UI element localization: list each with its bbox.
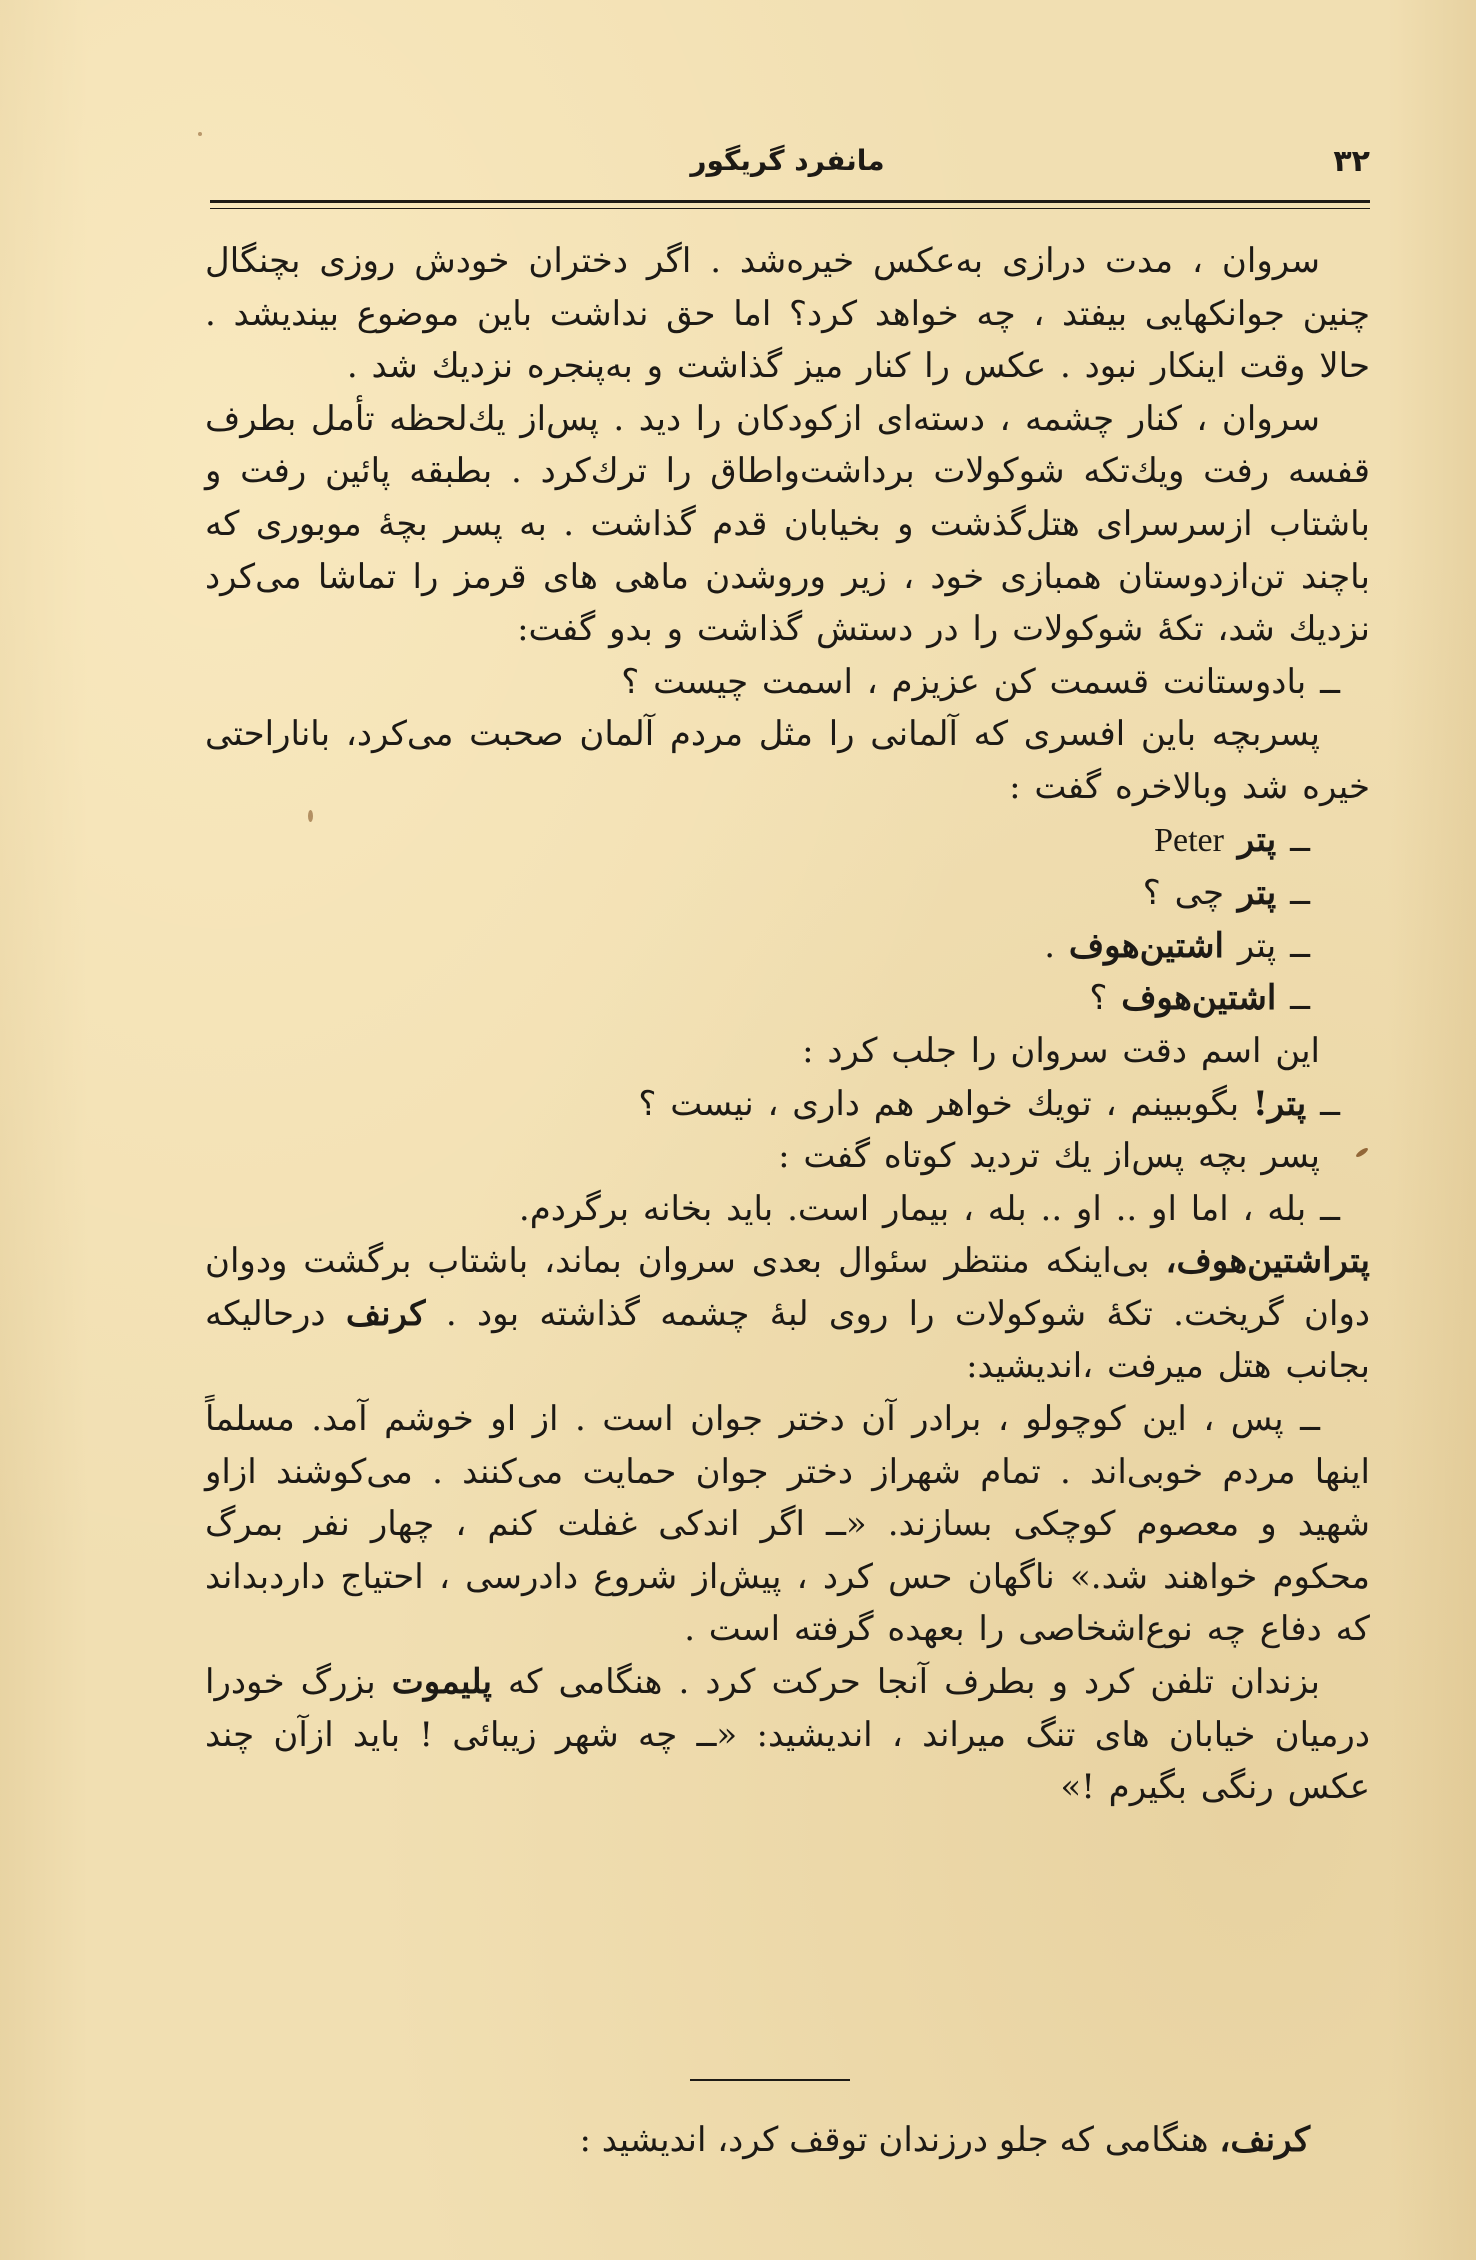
- car-name: پلیموت: [391, 1662, 492, 1703]
- dialog-prefix: ــ: [1306, 1083, 1340, 1124]
- character-name: پتراشتین‌هوف،: [1165, 1241, 1370, 1282]
- latin-name: Peter: [1154, 821, 1224, 859]
- paragraph: سروان ، کنار چشمه ، دسته‌ای ازکودکان را دید . پس‌از یك‌لحظه تأمل بطرف قفسه رفت ویك‌تکه شوکولات برداشت‌واطاق را ترك‌کرد . بطبقه پائین رفت و باشتاب ازسرسرای هتل‌گذشت و بخیابان قدم گذاشت . به پسر بچهٔ موبوری که باچند تن‌ازدوستان همبازی خود ، زیر وروشدن ماهی های قرمز را تماشا می‌کرد نزدیك شد، تکهٔ شوکولات را در دستش گذاشت و بدو گفت:: [205, 398, 1370, 650]
- dialog-rest: [1224, 820, 1238, 860]
- header-rule-thin: [210, 208, 1370, 209]
- dialog-name: اشتین‌هوف: [1121, 978, 1277, 1019]
- paragraph: [205, 1656, 1370, 1814]
- footer-text: هنگامی که جلو درزندان توقف کرد، اندیشید :: [579, 2120, 1220, 2160]
- paragraph: سروان ، مدت درازی به‌عکس خیره‌شد . اگر دختران خودش روزی بچنگال چنین جوانکهایی بیفتد ، چه خواهد کرد؟ اما حق نداشت باین موضوع بیندیشد . حالا وقت اینکار نبود . عکس را کنار میز گذاشت و به‌پنجره نزدیك شد .: [205, 241, 1370, 387]
- paragraph-text: بزندان تلفن کرد و بطرف آنجا حرکت کرد . هنگامی که: [492, 1662, 1320, 1703]
- page-header: [205, 140, 1370, 190]
- character-name: کرنف،: [1219, 2120, 1310, 2160]
- paragraph: پسربچه باین افسری که آلمانی را مثل مردم آلمان صحبت می‌کرد، باناراحتی خیره شد وبالاخره گفت :: [205, 714, 1370, 807]
- dialog-name: پتر: [1237, 819, 1277, 860]
- paragraph: [205, 1235, 1370, 1393]
- body-text: [205, 235, 1370, 1814]
- dialog-line: [205, 814, 1370, 868]
- page-number: ۳۲: [1333, 144, 1370, 179]
- dialog-line: ــ بادوستانت قسمت کن عزیزم ، اسمت چیست ؟: [621, 661, 1340, 702]
- dialog-rest: بگوببینم ، تویك خواهر هم داری ، نیست ؟: [638, 1083, 1253, 1124]
- dialog-prefix: ــ: [1276, 819, 1310, 860]
- header-rule-thick: [210, 200, 1370, 203]
- paper-speck: [308, 810, 313, 822]
- section-divider: [690, 2079, 850, 2081]
- dialog-name: پتر!: [1252, 1083, 1307, 1124]
- paragraph: ــ پس ، این کوچولو ، برادر آن دختر جوان است . از او خوشم آمد. مسلماً اینها مردم خوبی‌اند . تمام شهراز دختر جوان حمایت می‌کنند . می‌کوشند ازاو شهید و معصوم کوچکی بسازند. «ــ اگر اندکی غفلت کنم ، چهار نفر بمرگ محکوم خواهند شد.» ناگهان حس کرد ، پیش‌از شروع دادرسی ، احتیاج داردبداند که دفاع چه نوع‌اشخاصی را بعهده گرفته است .: [205, 1399, 1370, 1650]
- footer-line: [205, 2114, 1370, 2166]
- character-name: کرنف: [345, 1293, 426, 1334]
- paragraph: پسر بچه پس‌از یك تردید کوتاه گفت :: [778, 1136, 1320, 1177]
- dialog-name: پتر: [1237, 873, 1277, 914]
- paragraph: این اسم دقت سروان را جلب کرد :: [802, 1030, 1320, 1071]
- dialog-line: [205, 972, 1370, 1025]
- dialog-name: اشتین‌هوف: [1068, 925, 1224, 966]
- paragraph-text: بی‌اینکه منتظر سئوال بعدی سروان بماند، باشتاب برگشت ودوان دوان گریخت. تکهٔ شوکولات را روی لبهٔ چشمه گذاشته بود .: [205, 1241, 1371, 1334]
- paragraph-text: بزرگ خودرا درمیان خیابان های تنگ میراند ، اندیشید: «ــ چه شهر زیبائی ! باید ازآن چند عکس رنگی بگیرم !»: [205, 1662, 1370, 1808]
- dialog-rest: چی ؟: [1142, 873, 1238, 914]
- dialog-rest: .: [1044, 925, 1069, 966]
- dialog-prefix: ــ: [1276, 978, 1310, 1019]
- paragraph-text: درحالیکه بجانب هتل میرفت ،اندیشید:: [205, 1293, 1370, 1387]
- dialog-prefix: ــ پتر: [1223, 925, 1310, 966]
- dialog-rest: ؟: [1089, 978, 1122, 1019]
- dialog-prefix: ــ: [1276, 873, 1310, 914]
- dialog-line: [205, 867, 1370, 920]
- dialog-line: [205, 1078, 1370, 1131]
- dialog-line: ــ بله ، اما او .. او .. بله ، بیمار است. باید بخانه برگردم.: [518, 1188, 1340, 1229]
- dialog-line: [205, 920, 1370, 973]
- paper-speck: [198, 132, 202, 136]
- running-title: مانفرد گریگور: [690, 144, 885, 177]
